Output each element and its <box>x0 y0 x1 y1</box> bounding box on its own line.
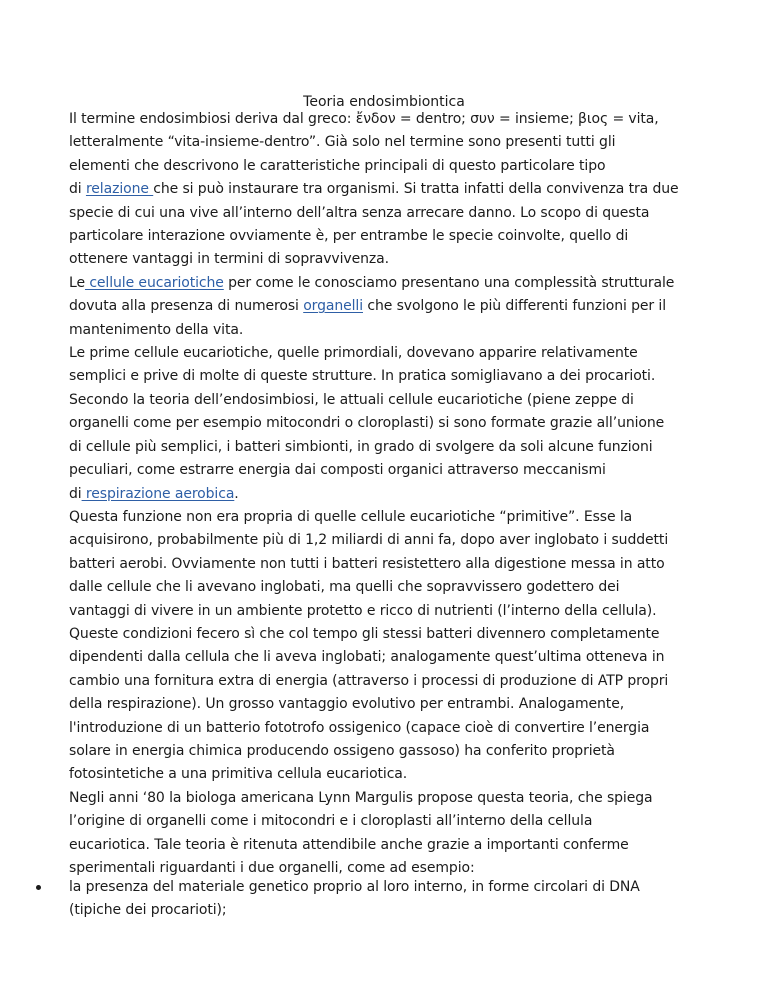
text-line: specie di cui una vive all’interno dell’altra senza arrecare danno. Lo scopo di questa <box>69 204 650 221</box>
text-line: l’origine di organelli come i mitocondri e i cloroplasti all’interno della cellula <box>69 813 593 830</box>
text-line: di cellule più semplici, i batteri simbionti, in grado di svolgere da soli alcune funzioni <box>69 438 653 455</box>
text-line: elementi che descrivono le caratteristiche principali di questo particolare tipo <box>69 157 606 174</box>
text-line: organelli come per esempio mitocondri o cloroplasti) si sono formate grazie all’unione <box>69 415 665 432</box>
text-line: l'introduzione di un batterio fototrofo ossigenico (capace cioè di convertire l’energia <box>69 719 650 736</box>
text-line: vantaggi di vivere in un ambiente protetto e ricco di nutrienti (l’interno della cellula). <box>69 602 657 619</box>
text-line: mantenimento della vita. <box>69 321 244 338</box>
link-respirazione-aerobica[interactable]: respirazione aerobica <box>81 485 235 502</box>
text-line: dipendenti dalla cellula che li aveva inglobati; analogamente quest’ultima otteneva in <box>69 649 665 666</box>
text-line: Questa funzione non era propria di quelle cellule eucariotiche “primitive”. Esse la <box>69 508 633 525</box>
text-line: eucariotica. Tale teoria è ritenuta attendibile anche grazie a importanti conferme <box>69 836 629 853</box>
link-organelli[interactable]: organelli <box>303 298 363 315</box>
text-line: dalle cellule che li avevano inglobati, ma quelli che sopravvissero godettero dei <box>69 579 620 596</box>
text-line: la presenza del materiale genetico proprio al loro interno, in forme circolari di DNA <box>69 879 640 895</box>
text-line: Queste condizioni fecero sì che col tempo gli stessi batteri divennero completamente <box>69 625 660 642</box>
text-line: (tipiche dei procarioti); <box>69 902 227 919</box>
document-title: Teoria endosimbiontica <box>303 94 465 110</box>
list-item-text <box>69 876 719 923</box>
text-line: acquisirono, probabilmente più di 1,2 miliardi di anni fa, dopo aver inglobato i suddetti <box>69 532 669 549</box>
text-line: Secondo la teoria dell’endosimbiosi, le attuali cellule eucariotiche (piene zeppe di <box>69 391 634 408</box>
link-cellule-eucariotiche[interactable]: cellule eucariotiche <box>84 274 224 291</box>
bullet-icon <box>36 885 41 890</box>
text-line: di respirazione aerobica. <box>69 485 239 502</box>
text-line: solare in energia chimica producendo ossigeno gassoso) ha conferito proprietà <box>69 742 615 759</box>
text-line: della respirazione). Un grosso vantaggio evolutivo per entrambi. Analogamente, <box>69 696 625 713</box>
text-line: Le cellule eucariotiche per come le conosciamo presentano una complessità strutturale <box>69 274 675 291</box>
text-line: batteri aerobi. Ovviamente non tutti i batteri resistettero alla digestione messa in atto <box>69 555 665 572</box>
link-relazione[interactable]: relazione <box>85 181 154 198</box>
text-line: peculiari, come estrarre energia dai composti organici attraverso meccanismi <box>69 462 606 479</box>
text-line: letteralmente “vita-insieme-dentro”. Già solo nel termine sono presenti tutti gli <box>69 134 616 151</box>
text-line: Negli anni ‘80 la biologa americana Lynn Margulis propose questa teoria, che spiega <box>69 789 653 806</box>
text-line: Le prime cellule eucariotiche, quelle primordiali, dovevano apparire relativamente <box>69 345 638 362</box>
text-line: semplici e prive di molte di queste strutture. In pratica somigliavano a dei procarioti. <box>69 368 656 385</box>
text-line: Il termine endosimbiosi deriva dal greco: ἔνδον = dentro; συν = insieme; βιος = vita, <box>69 111 659 127</box>
text-line: cambio una fornitura extra di energia (attraverso i processi di produzione di ATP propri <box>69 672 669 689</box>
document-body <box>69 108 709 880</box>
text-line: fotosintetiche a una primitiva cellula eucariotica. <box>69 766 408 783</box>
text-line: ottenere vantaggi in termini di sopravvivenza. <box>69 251 389 268</box>
text-line: di relazione che si può instaurare tra organismi. Si tratta infatti della convivenza tra due <box>69 181 679 198</box>
text-line: sperimentali riguardanti i due organelli, come ad esempio: <box>69 860 475 876</box>
text-line: dovuta alla presenza di numerosi organelli che svolgono le più differenti funzioni per il <box>69 298 666 315</box>
text-line: particolare interazione ovviamente è, per entrambe le specie coinvolte, quello di <box>69 228 629 245</box>
